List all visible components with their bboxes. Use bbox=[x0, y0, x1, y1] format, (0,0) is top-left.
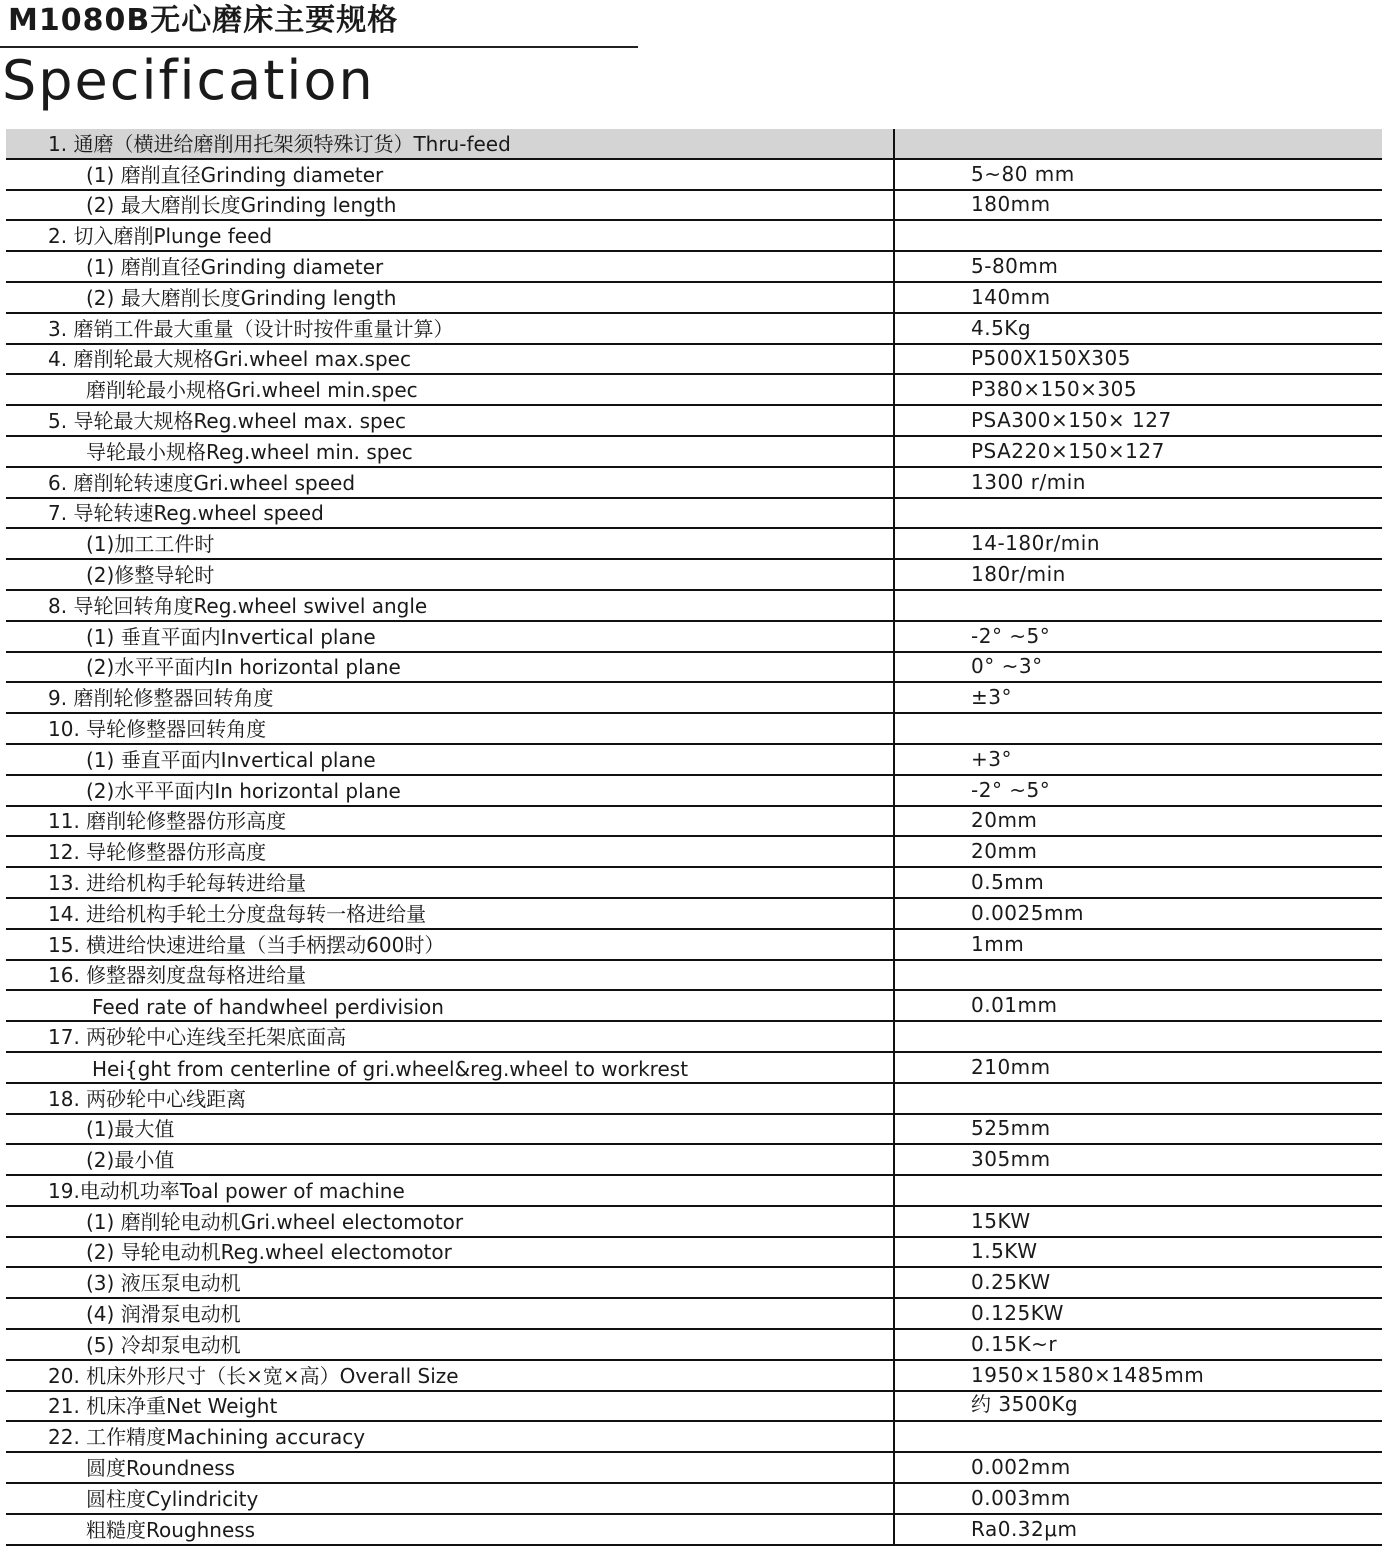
spec-value-cell: PSA300×150× 127 bbox=[971, 407, 1172, 432]
spec-value-cell bbox=[895, 1422, 1382, 1451]
spec-label-cell: (5) 冷却泵电动机 bbox=[6, 1330, 895, 1359]
spec-label-cell: 圆度Roundness bbox=[6, 1453, 895, 1482]
table-row bbox=[6, 1392, 1382, 1423]
table-row bbox=[6, 252, 1382, 283]
table-row bbox=[6, 314, 1382, 345]
table-row bbox=[6, 1207, 1382, 1238]
spec-value-cell: 1mm bbox=[971, 931, 1025, 956]
spec-label-cell: 19.电动机功率Toal power of machine bbox=[6, 1176, 895, 1205]
spec-label-cell: (2)最小值 bbox=[6, 1145, 895, 1174]
spec-value-cell: 0.003mm bbox=[971, 1485, 1071, 1510]
spec-label-cell: (3) 液压泵电动机 bbox=[6, 1268, 895, 1297]
spec-value-cell: 0.0025mm bbox=[971, 900, 1084, 925]
spec-value-cell: 0.125KW bbox=[971, 1301, 1064, 1326]
spec-label-cell: Feed rate of handwheel perdivision bbox=[6, 991, 895, 1020]
spec-label-cell: 13. 进给机构手轮每转进给量 bbox=[6, 868, 895, 897]
spec-value-cell: 20mm bbox=[971, 808, 1038, 833]
spec-value-cell bbox=[895, 499, 1382, 528]
spec-label-cell: 18. 两砂轮中心线距离 bbox=[6, 1084, 895, 1113]
table-row bbox=[6, 591, 1382, 622]
table-row bbox=[6, 991, 1382, 1022]
table-row bbox=[6, 1084, 1382, 1115]
table-row bbox=[6, 499, 1382, 530]
spec-label-cell: (1) 垂直平面内Invertical plane bbox=[6, 622, 895, 651]
spec-value-cell: 180r/min bbox=[971, 561, 1066, 586]
spec-value-cell: 305mm bbox=[971, 1147, 1051, 1172]
spec-value-cell: 5~80 mm bbox=[971, 161, 1075, 186]
spec-label-cell: (1) 磨削轮电动机Gri.wheel electomotor bbox=[6, 1207, 895, 1236]
spec-label-cell: (1)最大值 bbox=[6, 1115, 895, 1144]
specification-table bbox=[6, 129, 1382, 1546]
spec-label-cell: 12. 导轮修整器仿形高度 bbox=[6, 837, 895, 866]
spec-value-cell: Ra0.32μm bbox=[971, 1516, 1078, 1541]
spec-value-cell: 180mm bbox=[971, 192, 1051, 217]
spec-label-cell: 17. 两砂轮中心连线至托架底面高 bbox=[6, 1022, 895, 1051]
spec-value-cell bbox=[895, 221, 1382, 250]
table-row bbox=[6, 1330, 1382, 1361]
table-row bbox=[6, 283, 1382, 314]
spec-value-cell: P500X150X305 bbox=[971, 346, 1131, 371]
spec-value-cell bbox=[895, 591, 1382, 620]
spec-value-cell: -2° ~5° bbox=[971, 777, 1051, 802]
table-row bbox=[6, 529, 1382, 560]
table-row bbox=[6, 1238, 1382, 1269]
table-row bbox=[6, 1022, 1382, 1053]
spec-label-cell: (4) 润滑泵电动机 bbox=[6, 1299, 895, 1328]
table-row bbox=[6, 1145, 1382, 1176]
spec-label-cell: (1)加工工件时 bbox=[6, 529, 895, 558]
spec-value-cell: 14-180r/min bbox=[971, 531, 1101, 556]
table-row bbox=[6, 1115, 1382, 1146]
spec-value-cell: 4.5Kg bbox=[971, 315, 1032, 340]
table-row bbox=[6, 1299, 1382, 1330]
spec-label-cell: 圆柱度Cylindricity bbox=[6, 1484, 895, 1513]
table-row bbox=[6, 1484, 1382, 1515]
spec-label-cell: 9. 磨削轮修整器回转角度 bbox=[6, 683, 895, 712]
spec-value-cell: 525mm bbox=[971, 1116, 1051, 1141]
table-row bbox=[6, 1176, 1382, 1207]
spec-value-cell bbox=[895, 1022, 1382, 1051]
table-row bbox=[6, 807, 1382, 838]
table-row bbox=[6, 776, 1382, 807]
spec-label-cell: 5. 导轮最大规格Reg.wheel max. spec bbox=[6, 406, 895, 435]
spec-label-cell: 导轮最小规格Reg.wheel min. spec bbox=[6, 437, 895, 466]
spec-label-cell: (1) 垂直平面内Invertical plane bbox=[6, 745, 895, 774]
spec-label-cell: 7. 导轮转速Reg.wheel speed bbox=[6, 499, 895, 528]
spec-value-cell: -2° ~5° bbox=[971, 623, 1051, 648]
spec-value-cell bbox=[895, 1084, 1382, 1113]
spec-label-cell: 磨削轮最小规格Gri.wheel min.spec bbox=[6, 375, 895, 404]
spec-value-cell: 15KW bbox=[971, 1208, 1031, 1233]
spec-label-cell: 20. 机床外形尺寸（长×宽×高）Overall Size bbox=[6, 1361, 895, 1390]
table-row bbox=[6, 437, 1382, 468]
table-row bbox=[6, 930, 1382, 961]
spec-label-cell: 1. 通磨（横进给磨削用托架须特殊订货）Thru-feed bbox=[6, 129, 895, 158]
table-row bbox=[6, 129, 1382, 160]
table-row bbox=[6, 160, 1382, 191]
spec-label-cell: (2)水平平面内In horizontal plane bbox=[6, 776, 895, 805]
spec-value-cell: +3° bbox=[971, 746, 1012, 771]
spec-value-cell: P380×150×305 bbox=[971, 377, 1138, 402]
table-row bbox=[6, 1453, 1382, 1484]
spec-label-cell: (2) 最大磨削长度Grinding length bbox=[6, 283, 895, 312]
spec-value-cell bbox=[895, 961, 1382, 990]
spec-label-cell: (2)修整导轮时 bbox=[6, 560, 895, 589]
table-row bbox=[6, 745, 1382, 776]
spec-label-cell: 14. 进给机构手轮土分度盘每转一格进给量 bbox=[6, 899, 895, 928]
table-row bbox=[6, 1053, 1382, 1084]
page-title-english: Specification bbox=[2, 49, 375, 112]
spec-label-cell: 21. 机床净重Net Weight bbox=[6, 1392, 895, 1421]
spec-label-cell: (1) 磨削直径Grinding diameter bbox=[6, 160, 895, 189]
spec-value-cell bbox=[895, 1176, 1382, 1205]
spec-label-cell: 4. 磨削轮最大规格Gri.wheel max.spec bbox=[6, 345, 895, 374]
spec-value-cell: 0° ~3° bbox=[971, 654, 1043, 679]
spec-label-cell: 3. 磨销工件最大重量（设计时按件重量计算） bbox=[6, 314, 895, 343]
table-row bbox=[6, 1361, 1382, 1392]
table-row bbox=[6, 961, 1382, 992]
spec-label-cell: (2) 最大磨削长度Grinding length bbox=[6, 191, 895, 220]
table-row bbox=[6, 683, 1382, 714]
spec-value-cell: 140mm bbox=[971, 284, 1051, 309]
spec-value-cell: 1950×1580×1485mm bbox=[971, 1362, 1205, 1387]
spec-value-cell: 0.15K~r bbox=[971, 1331, 1058, 1356]
spec-label-cell: (2) 导轮电动机Reg.wheel electomotor bbox=[6, 1238, 895, 1267]
table-row bbox=[6, 406, 1382, 437]
table-row bbox=[6, 191, 1382, 222]
table-row bbox=[6, 837, 1382, 868]
table-row bbox=[6, 375, 1382, 406]
spec-label-cell: Hei{ght from centerline of gri.wheel&reg.wheel to workrest bbox=[6, 1053, 895, 1082]
spec-value-cell: 5-80mm bbox=[971, 253, 1059, 278]
table-row bbox=[6, 345, 1382, 376]
table-row bbox=[6, 468, 1382, 499]
table-row bbox=[6, 653, 1382, 684]
spec-value-cell: 210mm bbox=[971, 1054, 1051, 1079]
spec-value-cell bbox=[895, 129, 1382, 158]
table-row bbox=[6, 221, 1382, 252]
table-row bbox=[6, 560, 1382, 591]
spec-value-cell: 0.002mm bbox=[971, 1455, 1071, 1480]
spec-value-cell: 1300 r/min bbox=[971, 469, 1086, 494]
table-row bbox=[6, 1422, 1382, 1453]
table-row bbox=[6, 1268, 1382, 1299]
spec-value-cell: ±3° bbox=[971, 685, 1012, 710]
spec-value-cell bbox=[895, 714, 1382, 743]
spec-label-cell: 8. 导轮回转角度Reg.wheel swivel angle bbox=[6, 591, 895, 620]
spec-value-cell: 0.25KW bbox=[971, 1270, 1051, 1295]
spec-label-cell: (2)水平平面内In horizontal plane bbox=[6, 653, 895, 682]
table-row bbox=[6, 868, 1382, 899]
spec-label-cell: 16. 修整器刻度盘每格进给量 bbox=[6, 961, 895, 990]
spec-label-cell: 22. 工作精度Machining accuracy bbox=[6, 1422, 895, 1451]
spec-label-cell: 11. 磨削轮修整器仿形高度 bbox=[6, 807, 895, 836]
spec-value-cell: 0.01mm bbox=[971, 993, 1058, 1018]
spec-label-cell: 2. 切入磨削Plunge feed bbox=[6, 221, 895, 250]
page-title-chinese: M1080B无心磨床主要规格 bbox=[8, 3, 399, 38]
spec-value-cell: 20mm bbox=[971, 839, 1038, 864]
spec-label-cell: 粗糙度Roughness bbox=[6, 1515, 895, 1544]
table-row bbox=[6, 899, 1382, 930]
spec-label-cell: 15. 横进给快速进给量（当手柄摆动600时） bbox=[6, 930, 895, 959]
table-row bbox=[6, 622, 1382, 653]
spec-value-cell: 约 3500Kg bbox=[971, 1392, 1079, 1417]
spec-label-cell: 6. 磨削轮转速度Gri.wheel speed bbox=[6, 468, 895, 497]
spec-label-cell: 10. 导轮修整器回转角度 bbox=[6, 714, 895, 743]
table-row bbox=[6, 1515, 1382, 1546]
table-row bbox=[6, 714, 1382, 745]
spec-value-cell: 1.5KW bbox=[971, 1239, 1038, 1264]
spec-label-cell: (1) 磨削直径Grinding diameter bbox=[6, 252, 895, 281]
spec-value-cell: PSA220×150×127 bbox=[971, 438, 1165, 463]
spec-value-cell: 0.5mm bbox=[971, 869, 1045, 894]
